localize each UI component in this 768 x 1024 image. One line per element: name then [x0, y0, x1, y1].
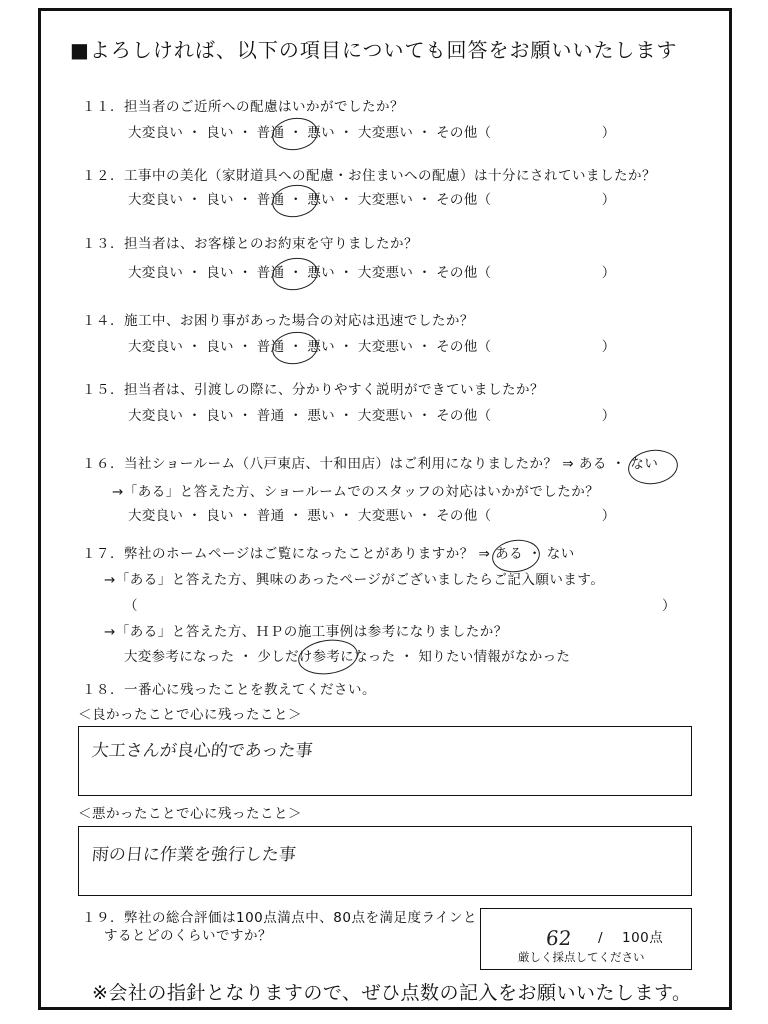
good-answer-text: 大工さんが良心的であった事: [90, 741, 314, 761]
question-12: １２．工事中の美化（家財道具への配慮・お住まいへの配慮）は十分にされていましたか？: [82, 168, 656, 184]
score-note: 厳しく採点してください: [518, 950, 645, 964]
options-12: 大変良い ・ 良い ・ 普通 ・ 悪い ・ 大変悪い ・ その他（ ）: [128, 192, 616, 208]
options-14: 大変良い ・ 良い ・ 普通 ・ 悪い ・ 大変悪い ・ その他（ ）: [128, 339, 616, 355]
question-16-sub: →「ある」と答えた方、ショールームでのスタッフの対応はいかがでしたか？: [112, 484, 600, 500]
options-16: 大変良い ・ 良い ・ 普通 ・ 悪い ・ 大変悪い ・ その他（ ）: [128, 508, 616, 524]
page-title: ■よろしければ、以下の項目についても回答をお願いいたします: [70, 38, 678, 62]
question-17-sub2: →「ある」と答えた方、ＨＰの施工事例は参考になりましたか？: [104, 624, 508, 640]
score-max: 100点: [622, 930, 664, 946]
question-13: １３．担当者は、お客様とのお約束を守りましたか？: [82, 236, 418, 252]
score-value: 62: [544, 926, 573, 950]
question-16: １６．当社ショールーム（八戸東店、十和田店）はご利用になりましたか？ ⇒ ある ・ ない: [82, 456, 659, 472]
q17-paren-close: ）: [662, 598, 676, 614]
question-18: １８．一番心に残ったことを教えてください。: [82, 682, 376, 698]
options-11: 大変良い ・ 良い ・ 普通 ・ 悪い ・ 大変悪い ・ その他（ ）: [128, 125, 616, 141]
bad-label: ＜悪かったことで心に残ったこと＞: [78, 806, 302, 822]
options-15: 大変良い ・ 良い ・ 普通 ・ 悪い ・ 大変悪い ・ その他（ ）: [128, 408, 616, 424]
score-slash: /: [598, 930, 604, 946]
question-15: １５．担当者は、引渡しの際に、分かりやすく説明ができていましたか？: [82, 382, 544, 398]
question-17-sub1: →「ある」と答えた方、興味のあったページがございましたらご記入願います。: [104, 572, 605, 588]
bad-answer-text: 雨の日に作業を強行した事: [90, 845, 297, 865]
good-label: ＜良かったことで心に残ったこと＞: [78, 707, 302, 723]
question-17: １７．弊社のホームページはご覧になったことがありますか？ ⇒ ある ・ ない: [82, 546, 575, 562]
question-11: １１．担当者のご近所への配慮はいかがでしたか？: [82, 99, 404, 115]
question-19-line1: １９．弊社の総合評価は100点満点中、80点を満足度ラインと: [82, 910, 478, 926]
q17-paren-open: （: [124, 598, 138, 614]
options-13: 大変良い ・ 良い ・ 普通 ・ 悪い ・ 大変悪い ・ その他（ ）: [128, 265, 616, 281]
question-19-line2: するとどのくらいですか？: [104, 928, 272, 944]
question-14: １４．施工中、お困り事があった場合の対応は迅速でしたか？: [82, 313, 474, 329]
options-17-hp: 大変参考になった ・ 少しだけ参考になった ・ 知りたい情報がなかった: [124, 649, 571, 665]
footer-note: ※会社の指針となりますので、ぜひ点数の記入をお願いいたします。: [92, 982, 692, 1004]
